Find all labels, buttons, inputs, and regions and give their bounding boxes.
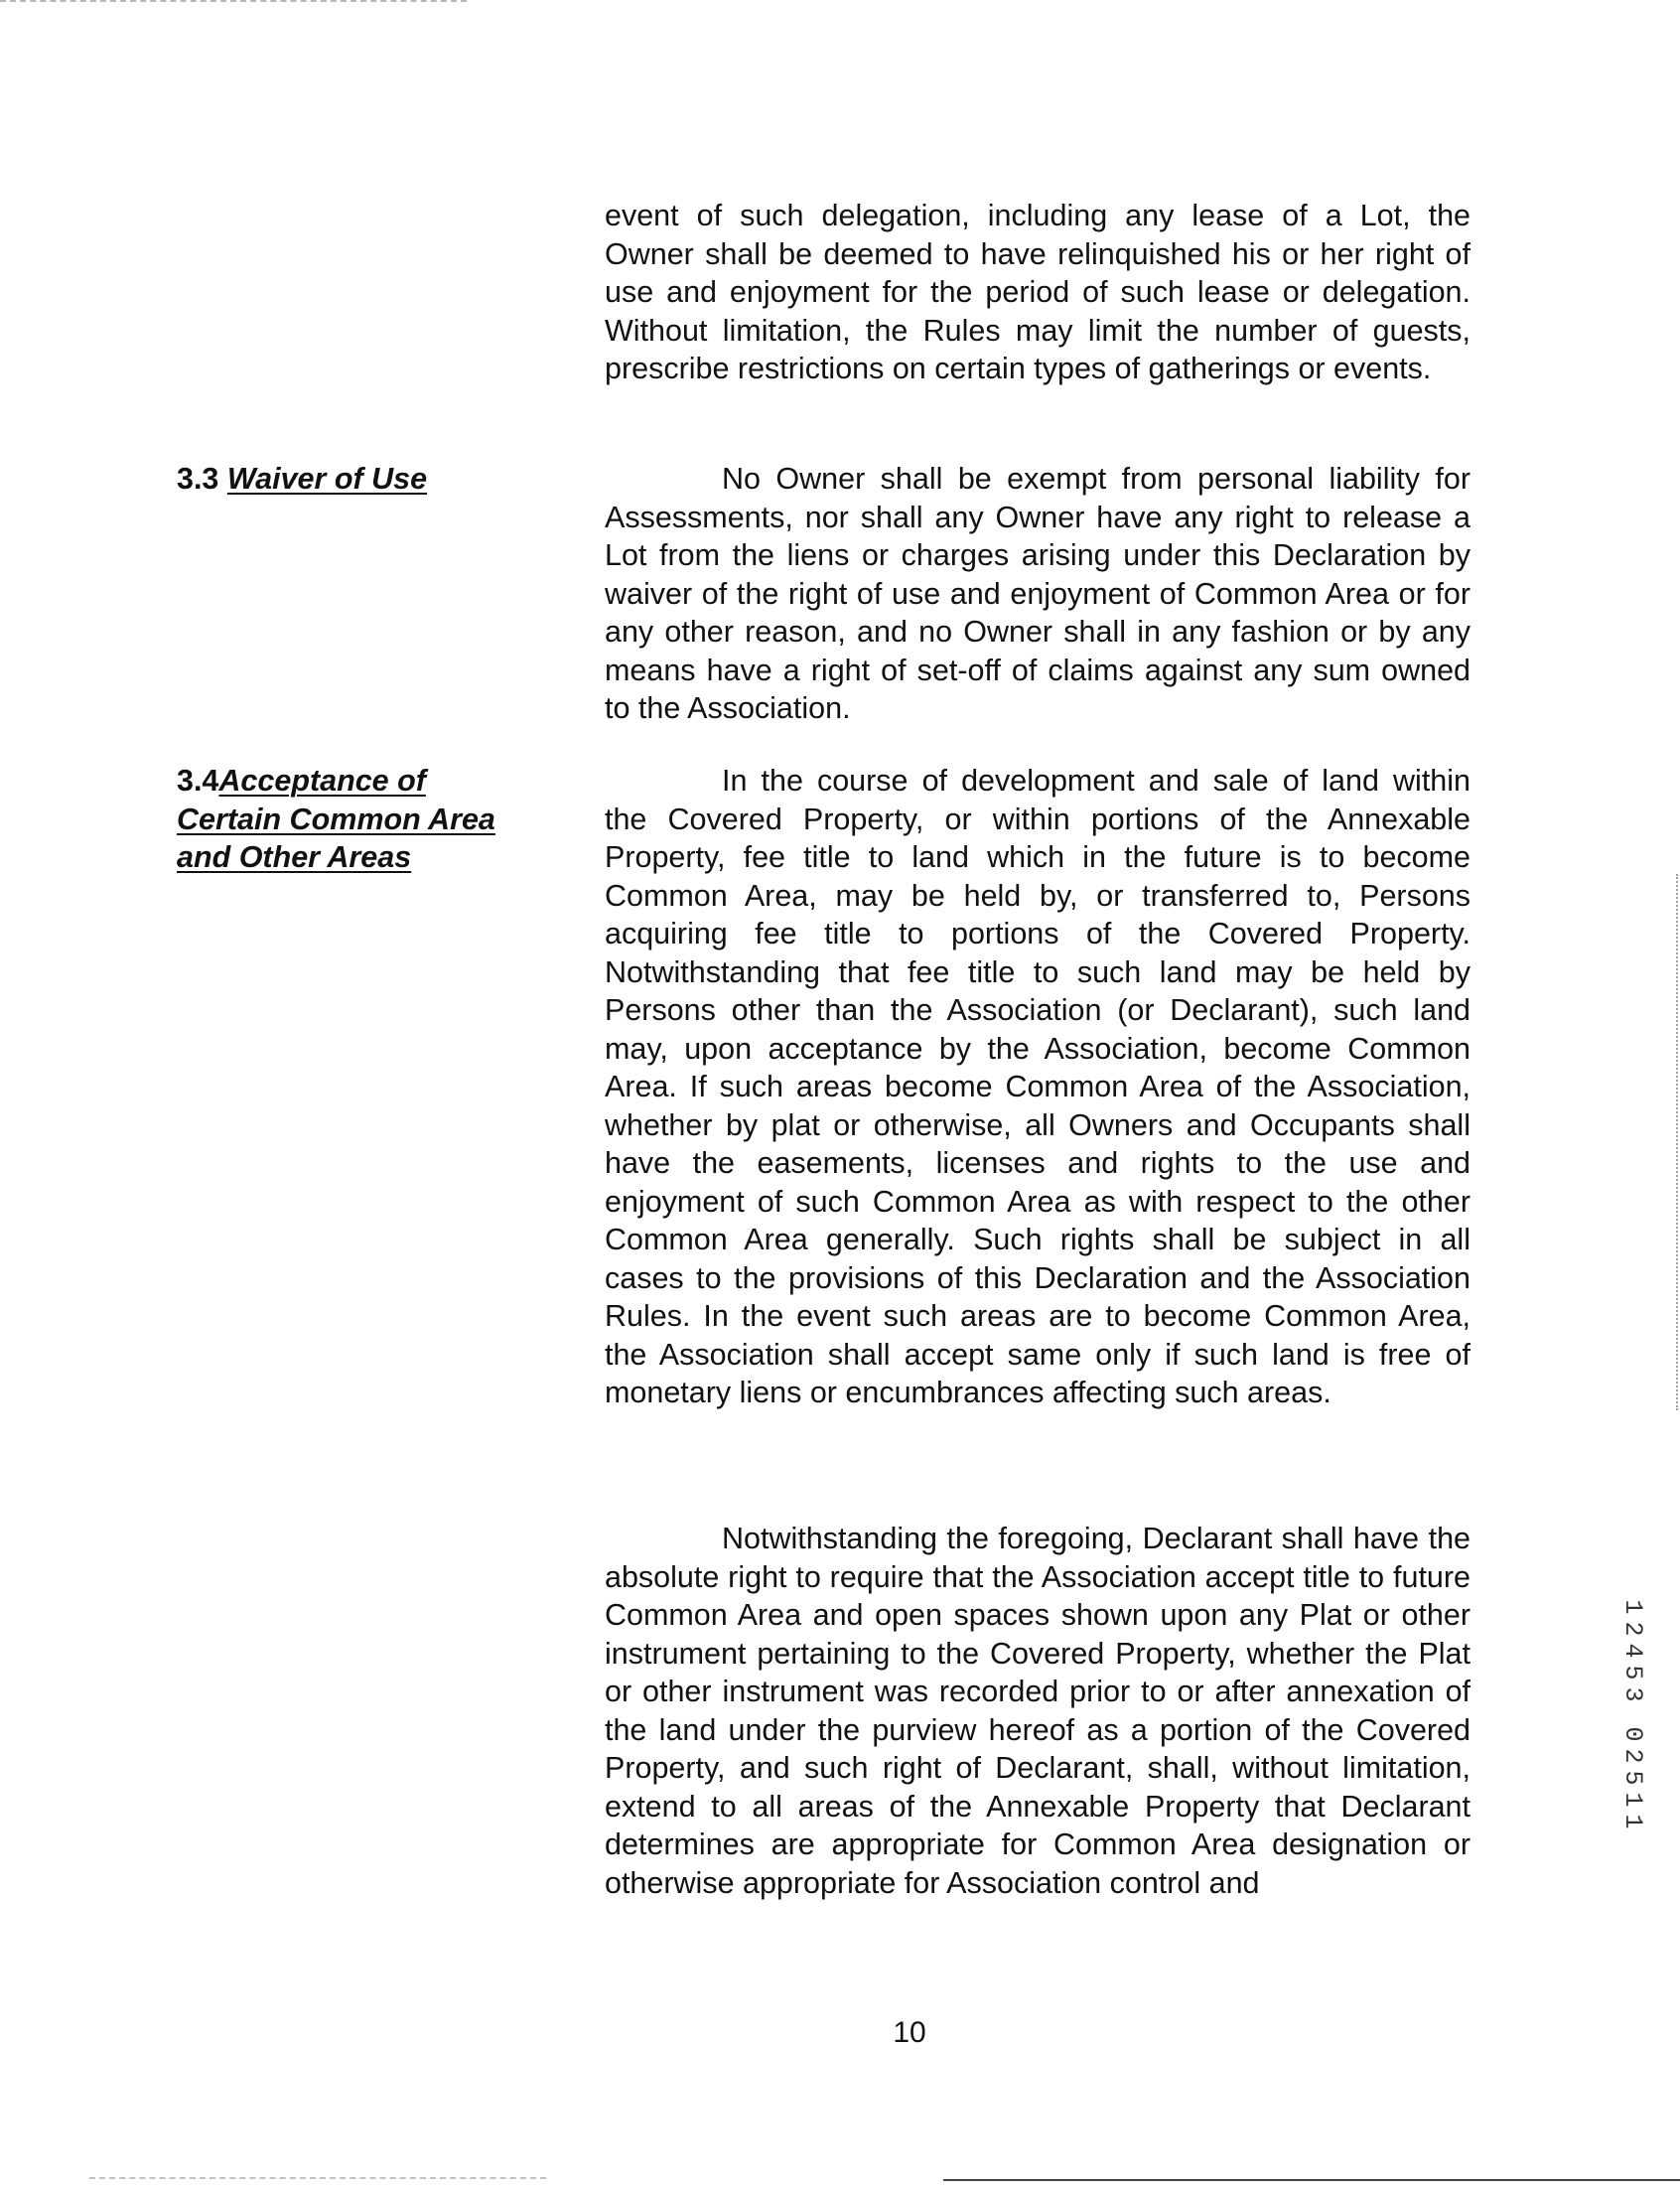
section-number: 3.3 <box>177 462 219 496</box>
section-title-line: Acceptance of <box>218 764 426 798</box>
section-3-4-paragraph-1: In the course of development and sale of land within the Covered Property, or within portions of the Annexable Property, fee title to land which in the future is to become Common Area, may be held by, or transferred to, Persons acquiring fee title to portions of the Covered Property. Notwithstanding that fee title to such land may be held by Persons other than the Association (or Declarant), such land may, upon acceptance by the Association, become Common Area. If such areas become Common Area of the Association, whether by plat or otherwise, all Owners and Occupants shall have the easements, licenses and rights to the use and enjoyment of such Common Area as with respect to the other Common Area generally. Such rights shall be subject in all cases to the provisions of this Declaration and the Association Rules. In the event such areas are to become Common Area, the Association shall accept same only if such land is free of monetary liens or encumbrances affecting such areas. <box>605 764 1470 1409</box>
recording-number-stamp <box>1620 1595 1656 1833</box>
section-title-line: and Other Areas <box>177 840 412 874</box>
stamp-digit: 0 <box>1618 1726 1647 1742</box>
scan-artifact-right-edge <box>1676 874 1678 1410</box>
continuation-paragraph: event of such delegation, including any lease of a Lot, the Owner shall be deemed to have relinquished his or her right of use and enjoyment for the period of such lease or delegation. Without limitation, the Rules may limit the number of guests, prescribe restrictions on certain types of gatherings or events. <box>605 199 1470 385</box>
page-number: 10 <box>893 2016 926 2049</box>
stamp-digit: 1 <box>1618 1814 1647 1829</box>
stamp-digit: 1 <box>1618 1792 1647 1808</box>
section-3-3-heading <box>177 460 427 499</box>
section-3-3-paragraph: No Owner shall be exempt from personal liability for Assessments, nor shall any Owner have any right to release a Lot from the liens or charges arising under this Declaration by waiver of the right of use and enjoyment of Common Area or for any other reason, and no Owner shall in any fashion or by any means have a right of set-off of claims against any sum owned to the Association. <box>605 462 1470 725</box>
stamp-digit: 2 <box>1618 1621 1647 1637</box>
scan-artifact-top <box>0 0 467 2</box>
section-3-4-heading <box>177 762 495 877</box>
stamp-digit: 4 <box>1618 1643 1647 1659</box>
stamp-digit: 5 <box>1618 1770 1647 1786</box>
scan-artifact-bottom-right <box>943 2179 1680 2181</box>
section-title: Waiver of Use <box>226 462 428 496</box>
section-3-4-paragraph-2: Notwithstanding the foregoing, Declarant shall have the absolute right to require that the Association accept title to future Common Area and open spaces shown upon any Plat or other instrument pertaining to the Covered Property, whether the Plat or other instrument was recorded prior to or after annexation of the land under the purview hereof as a portion of the Covered Property, and such right of Declarant, shall, without limitation, extend to all areas of the Annexable Property that Declarant determines are appropriate for Common Area designation or otherwise appropriate for Association control and <box>605 1522 1470 1900</box>
stamp-digit: 1 <box>1618 1599 1647 1615</box>
section-title-line: Certain Common Area <box>177 802 495 836</box>
section-number: 3.4 <box>177 764 219 798</box>
stamp-digit: 2 <box>1618 1748 1647 1764</box>
scan-artifact-bottom-left <box>89 2177 546 2179</box>
stamp-digit: 5 <box>1618 1665 1647 1680</box>
stamp-digit: 3 <box>1618 1686 1647 1702</box>
